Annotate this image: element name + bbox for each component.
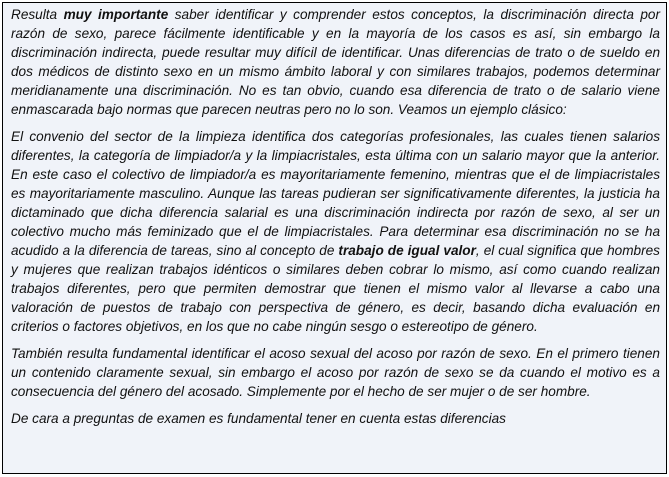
text-run: De cara a preguntas de examen es fundamental tener en cuenta estas diferencias bbox=[11, 411, 506, 426]
paragraph-exam-note bbox=[11, 409, 660, 428]
text-run: saber identificar y comprender estos conceptos, la discriminación directa por razón de sexo, parece fácilmente identificable y en la mayoría de los casos es así, sin embargo la discriminación indirecta, puede resultar muy difícil de identificar. Unas diferencias de trato o de sueldo en dos médicos de distinto sexo en un mismo ámbito laboral y con similares trabajos, podemos determinar meridianamente una discriminación. No es tan obvio, cuando esa diferencia de trato o de salario viene enmascarada bajo normas que parecen neutras pero no lo son. Veamos un ejemplo clásico: bbox=[11, 7, 661, 117]
emphasis-text: muy importante bbox=[63, 7, 169, 22]
paragraph-example bbox=[11, 127, 660, 336]
emphasis-text: trabajo de igual valor bbox=[338, 243, 476, 258]
note-box bbox=[2, 2, 667, 474]
text-run: El convenio del sector de la limpieza identifica dos categorías profesionales, las cuales tienen salarios diferentes, la categoría de limpiador/a y la limpiacristales, esta última con un salario mayor que la anterior. En este caso el colectivo de limpiador/a es mayoritariamente femenino, mientras que el de limpiacristales es mayoritariamente masculino. Aunque las tareas pudieran ser significativamente diferentes, la justicia ha dictaminado que dicha diferencia salarial es una discriminación indirecta por razón de sexo, al ser un colectivo mucho más feminizado que el de limpiacristales. Para determinar esa discriminación no se ha acudido a la diferencia de tareas, sino al concepto de bbox=[11, 129, 660, 258]
paragraph-harassment bbox=[11, 344, 660, 401]
paragraph-intro bbox=[11, 5, 660, 119]
text-run: También resulta fundamental identificar el acoso sexual del acoso por razón de sexo. En el primero tienen un contenido claramente sexual, sin embargo el acoso por razón de sexo se da cuando el motivo es a consecuencia del género del acosado. Simplemente por el hecho de ser mujer o de ser hombre. bbox=[11, 346, 660, 399]
text-run: Resulta bbox=[11, 7, 64, 22]
text-run: , el cual significa que hombres y mujeres que realizan trabajos idénticos o similares deben cobrar lo mismo, así como cuando realizan trabajos diferentes, pero que permiten demostrar que tienen el mismo valor al llevarse a cabo una valoración de puestos de trabajo con perspectiva de género, es decir, basando dicha evaluación en criterios o factores objetivos, en los que no cabe ningún sesgo o estereotipo de género. bbox=[11, 243, 660, 334]
